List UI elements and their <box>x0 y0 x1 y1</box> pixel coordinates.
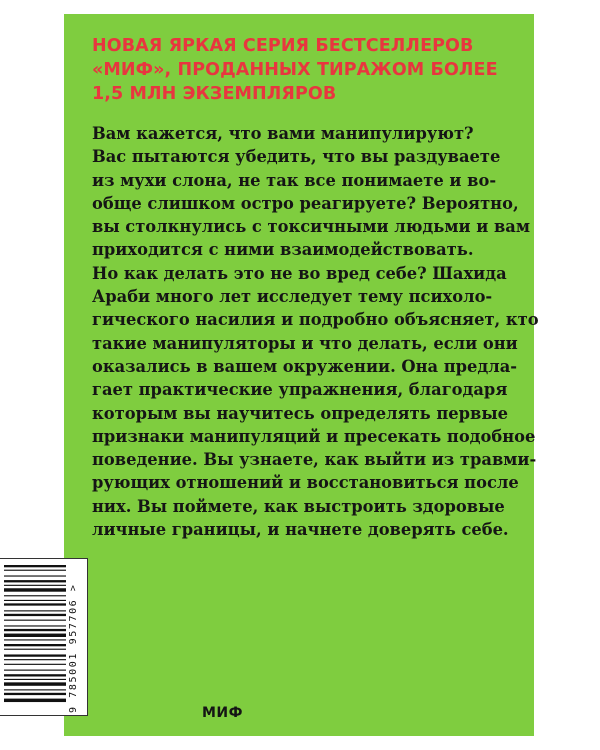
publisher-logo: МИФ <box>202 705 244 721</box>
description-line: Но как делать это не во вред себе? Шахида <box>92 263 507 283</box>
description-line: такие манипуляторы и что делать, если они <box>92 333 518 353</box>
barcode-bar <box>4 600 66 601</box>
barcode-bar <box>4 565 66 567</box>
barcode-bar <box>4 689 66 690</box>
barcode-bar <box>4 649 66 650</box>
barcode-bar <box>4 588 66 591</box>
barcode-bar <box>4 629 66 631</box>
description-line: гического насилия и подробно объясняет, кто <box>92 310 539 330</box>
barcode-bar <box>4 693 66 695</box>
description-line: приходится с ними взаимодействовать. <box>92 240 474 260</box>
description-line: признаки манипуляций и пресекать подобное <box>92 426 536 446</box>
description-line: которым вы научитесь определять первые <box>92 403 509 423</box>
description-line: поведение. Вы узнаете, как выйти из травми- <box>92 450 537 470</box>
description-line: обще слишком остро реагируете? Вероятно, <box>92 193 519 213</box>
book-description <box>92 122 539 541</box>
barcode-bar <box>4 625 66 626</box>
barcode-bars <box>4 563 66 713</box>
barcode-bar <box>4 603 66 605</box>
barcode-bar <box>4 664 66 665</box>
barcode-bar <box>4 670 66 671</box>
barcode-bar <box>4 679 66 680</box>
barcode-bar <box>4 699 66 702</box>
barcode-bar <box>4 659 66 660</box>
barcode-bar <box>4 614 66 616</box>
barcode-bar <box>4 585 66 586</box>
series-headline <box>92 34 512 106</box>
description-line: вы столкнулись с токсичными людьми и вам <box>92 217 530 237</box>
isbn-barcode <box>0 558 88 716</box>
back-cover <box>64 14 539 736</box>
description-line: оказались в вашем окружении. Она предла- <box>92 356 518 376</box>
description-line: личные границы, и начнете доверять себе. <box>92 520 509 540</box>
barcode-bar <box>4 674 66 676</box>
description-line: Вам кажется, что вами манипулируют? <box>92 124 474 143</box>
headline-line: «МИФ», ПРОДАННЫХ ТИРАЖОМ БОЛЕЕ <box>92 60 498 80</box>
barcode-bar <box>4 575 66 576</box>
barcode-bar <box>4 570 66 571</box>
barcode-bar <box>4 620 66 621</box>
barcode-bar <box>4 634 66 637</box>
description-line: Вас пытаются убедить, что вы раздуваете <box>92 147 501 167</box>
barcode-bar <box>4 644 66 646</box>
headline-line: НОВАЯ ЯРКАЯ СЕРИЯ БЕСТСЕЛЛЕРОВ <box>92 36 474 56</box>
barcode-bar <box>4 639 66 640</box>
headline-line: 1,5 МЛН ЭКЗЕМПЛЯРОВ <box>92 84 337 104</box>
barcode-bar <box>4 610 66 611</box>
description-line: них. Вы поймете, как выстроить здоровые <box>92 496 505 516</box>
barcode-bar <box>4 654 66 656</box>
barcode-digits: 9 785001 957706 > <box>68 583 79 713</box>
description-line: гает практические упражнения, благодаря <box>92 380 508 400</box>
barcode-bar <box>4 595 66 596</box>
description-line: Араби много лет исследует тему психоло- <box>92 287 493 307</box>
description-line: рующих отношений и восстановиться после <box>92 473 519 493</box>
barcode-bar <box>4 580 66 582</box>
description-line: из мухи слона, не так все понимаете и во- <box>92 170 497 190</box>
barcode-bar <box>4 682 66 685</box>
